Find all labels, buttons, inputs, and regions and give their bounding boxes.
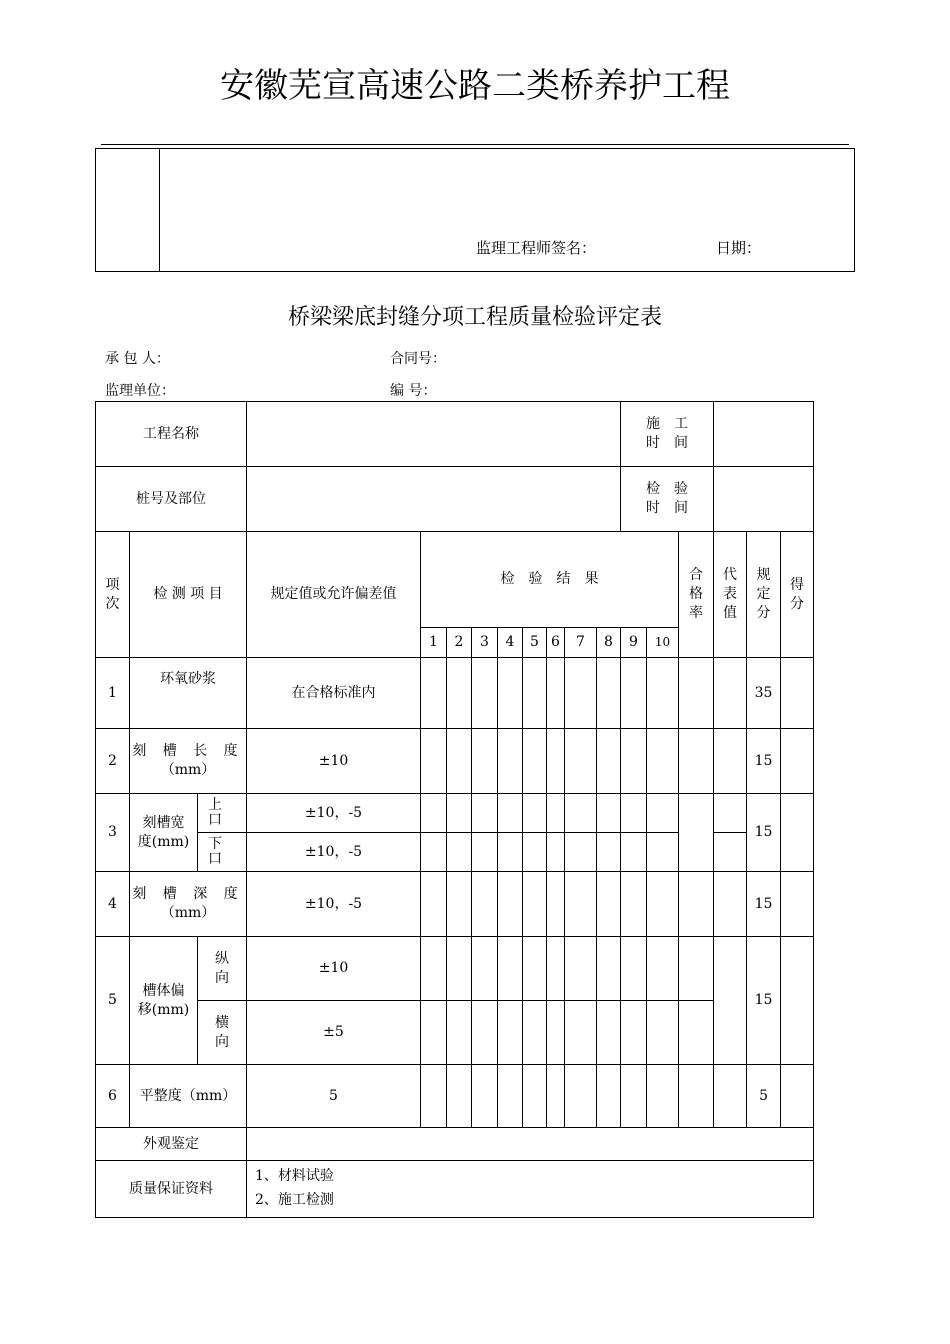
point-cell[interactable]	[547, 833, 565, 872]
header-pass-rate: 合 格 率	[679, 532, 714, 658]
point-header: 4	[498, 628, 523, 658]
score-cell[interactable]	[781, 1065, 814, 1128]
point-cell[interactable]	[472, 794, 498, 833]
spec-value: 5	[247, 1065, 421, 1128]
project-title: 安徽芜宣高速公路二类桥养护工程	[220, 66, 730, 106]
row-no: 1	[96, 658, 130, 729]
point-cell[interactable]	[498, 729, 523, 794]
point-cell[interactable]	[421, 794, 447, 833]
inspection-time-value[interactable]	[714, 467, 814, 532]
header-item-no: 项 次	[96, 532, 130, 658]
score-cell[interactable]	[781, 872, 814, 937]
appearance-value[interactable]	[247, 1128, 814, 1161]
score-cell[interactable]	[781, 937, 814, 1065]
point-cell[interactable]	[597, 872, 621, 937]
point-cell[interactable]	[472, 872, 498, 937]
point-header: 7	[565, 628, 597, 658]
point-cell[interactable]	[647, 658, 679, 729]
score-cell[interactable]	[781, 658, 814, 729]
point-cell[interactable]	[597, 1065, 621, 1128]
point-cell[interactable]	[597, 658, 621, 729]
point-header: 8	[597, 628, 621, 658]
header-spec: 规定值或允许偏差值	[247, 532, 421, 658]
point-cell[interactable]	[523, 794, 547, 833]
row-no: 6	[96, 1065, 130, 1128]
point-cell[interactable]	[523, 833, 547, 872]
pass-rate-cell[interactable]	[679, 872, 714, 937]
row-no: 2	[96, 729, 130, 794]
point-cell[interactable]	[647, 729, 679, 794]
point-cell[interactable]	[565, 794, 597, 833]
appearance-label: 外观鉴定	[96, 1128, 247, 1161]
pass-rate-cell[interactable]	[679, 658, 714, 729]
point-cell[interactable]	[472, 658, 498, 729]
point-cell[interactable]	[621, 1001, 647, 1065]
point-cell[interactable]	[565, 1065, 597, 1128]
point-cell[interactable]	[447, 937, 472, 1001]
point-cell[interactable]	[647, 872, 679, 937]
representative-value-cell[interactable]	[714, 937, 747, 1065]
sub-item-transverse: 横 向	[198, 1001, 247, 1065]
point-cell[interactable]	[421, 1065, 447, 1128]
point-cell[interactable]	[498, 937, 523, 1001]
row-no: 4	[96, 872, 130, 937]
point-cell[interactable]	[447, 1065, 472, 1128]
point-cell[interactable]	[621, 872, 647, 937]
point-cell[interactable]	[565, 833, 597, 872]
point-cell[interactable]	[547, 658, 565, 729]
sub-item-top: 上 口	[198, 794, 247, 833]
pass-rate-cell[interactable]	[679, 1065, 714, 1128]
point-cell[interactable]	[447, 1001, 472, 1065]
supervisor-unit-label: 监理单位：	[105, 383, 175, 399]
point-cell[interactable]	[447, 794, 472, 833]
point-cell[interactable]	[597, 1001, 621, 1065]
point-cell[interactable]	[647, 833, 679, 872]
spec-score: 15	[747, 937, 781, 1065]
spec-score: 5	[747, 1065, 781, 1128]
point-cell[interactable]	[647, 937, 679, 1001]
point-cell[interactable]	[565, 872, 597, 937]
point-cell[interactable]	[597, 794, 621, 833]
point-cell[interactable]	[498, 872, 523, 937]
point-cell[interactable]	[647, 1065, 679, 1128]
header-spec-score: 规 定 分	[747, 532, 781, 658]
header-representative-value: 代 表 值	[714, 532, 747, 658]
representative-value-cell[interactable]	[714, 1065, 747, 1128]
point-cell[interactable]	[498, 833, 523, 872]
point-cell[interactable]	[621, 729, 647, 794]
point-cell[interactable]	[621, 1065, 647, 1128]
point-cell[interactable]	[547, 794, 565, 833]
row-no: 5	[96, 937, 130, 1065]
project-name-value[interactable]	[247, 402, 621, 467]
point-cell[interactable]	[547, 729, 565, 794]
spec-score: 15	[747, 794, 781, 872]
point-cell[interactable]	[597, 937, 621, 1001]
pass-rate-cell[interactable]	[679, 937, 714, 1001]
point-cell[interactable]	[621, 833, 647, 872]
spec-score: 15	[747, 872, 781, 937]
point-cell[interactable]	[565, 1001, 597, 1065]
point-cell[interactable]	[421, 872, 447, 937]
inspection-table	[95, 401, 814, 1218]
point-cell[interactable]	[447, 658, 472, 729]
point-cell[interactable]	[472, 1065, 498, 1128]
header-results: 检 验 结 果	[421, 532, 679, 628]
pass-rate-cell[interactable]	[679, 1001, 714, 1065]
point-cell[interactable]	[647, 794, 679, 833]
point-cell[interactable]	[421, 1001, 447, 1065]
comment-box-divider	[159, 148, 160, 272]
spec-score: 15	[747, 729, 781, 794]
point-cell[interactable]	[498, 658, 523, 729]
spec-score: 35	[747, 658, 781, 729]
point-cell[interactable]	[498, 1001, 523, 1065]
header-row	[96, 532, 814, 628]
station-value[interactable]	[247, 467, 621, 532]
appearance-row	[96, 1128, 814, 1161]
point-cell[interactable]	[597, 833, 621, 872]
check-item: 平整度（mm）	[130, 1065, 247, 1128]
point-header: 10	[647, 628, 679, 658]
point-cell[interactable]	[597, 729, 621, 794]
point-cell[interactable]	[421, 937, 447, 1001]
point-cell[interactable]	[421, 833, 447, 872]
check-item: 槽体偏 移(mm)	[130, 937, 198, 1065]
check-item: 刻槽宽 度(mm)	[130, 794, 198, 872]
point-cell[interactable]	[565, 658, 597, 729]
engineer-signature-label: 监理工程师签名：	[476, 239, 597, 257]
spec-value: ±10	[247, 729, 421, 794]
point-cell[interactable]	[523, 1065, 547, 1128]
header-score: 得 分	[781, 532, 814, 658]
point-cell[interactable]	[447, 729, 472, 794]
point-cell[interactable]	[523, 1001, 547, 1065]
point-cell[interactable]	[447, 833, 472, 872]
date-label: 日期：	[716, 239, 762, 257]
score-cell[interactable]	[781, 794, 814, 872]
table-row	[96, 1001, 814, 1065]
title-divider	[101, 144, 849, 145]
table-row	[96, 1065, 814, 1128]
table-row	[96, 872, 814, 937]
table-row	[96, 729, 814, 794]
point-header: 3	[472, 628, 498, 658]
quality-docs-value: 1、材料试验 2、施工检测	[247, 1161, 814, 1218]
sub-item-bottom: 下 口	[198, 833, 247, 872]
point-cell[interactable]	[523, 872, 547, 937]
inspection-time-label: 检 验 时 间	[621, 467, 714, 532]
contract-no-label: 合同号：	[390, 351, 446, 367]
representative-value-cell[interactable]	[714, 872, 747, 937]
point-cell[interactable]	[447, 872, 472, 937]
spec-value: ±10，-5	[247, 833, 421, 872]
point-cell[interactable]	[421, 729, 447, 794]
spec-value: ±10，-5	[247, 872, 421, 937]
station-row	[96, 467, 814, 532]
construction-time-label: 施 工 时 间	[621, 402, 714, 467]
point-cell[interactable]	[472, 729, 498, 794]
point-cell[interactable]	[523, 937, 547, 1001]
table-row	[96, 658, 814, 729]
pass-rate-cell[interactable]	[679, 729, 714, 794]
spec-value: ±10，-5	[247, 794, 421, 833]
point-cell[interactable]	[547, 872, 565, 937]
check-item: 刻 槽 长 度 （mm）	[130, 729, 247, 794]
representative-value-cell[interactable]	[714, 729, 747, 794]
point-cell[interactable]	[472, 1001, 498, 1065]
point-cell[interactable]	[547, 1001, 565, 1065]
point-cell[interactable]	[472, 833, 498, 872]
construction-time-value[interactable]	[714, 402, 814, 467]
point-cell[interactable]	[621, 937, 647, 1001]
point-header: 1	[421, 628, 447, 658]
point-cell[interactable]	[472, 937, 498, 1001]
project-name-row	[96, 402, 814, 467]
table-row	[96, 937, 814, 1001]
header-check-item: 检 测 项 目	[130, 532, 247, 658]
spec-value: ±10	[247, 937, 421, 1001]
quality-docs-row	[96, 1161, 814, 1218]
point-cell[interactable]	[565, 937, 597, 1001]
row-no: 3	[96, 794, 130, 872]
sub-item-longitudinal: 纵 向	[198, 937, 247, 1001]
point-header: 6	[547, 628, 565, 658]
pass-rate-cell[interactable]	[679, 794, 714, 872]
check-item: 环氧砂浆	[130, 658, 247, 729]
form-title: 桥梁梁底封缝分项工程质量检验评定表	[287, 305, 662, 330]
point-cell[interactable]	[547, 1065, 565, 1128]
table-row	[96, 794, 814, 833]
point-cell[interactable]	[621, 658, 647, 729]
point-cell[interactable]	[421, 658, 447, 729]
point-header: 9	[621, 628, 647, 658]
representative-value-cell[interactable]	[714, 833, 747, 872]
spec-value: ±5	[247, 1001, 421, 1065]
point-header: 2	[447, 628, 472, 658]
point-header: 5	[523, 628, 547, 658]
station-label: 桩号及部位	[96, 467, 247, 532]
representative-value-cell[interactable]	[714, 794, 747, 833]
point-cell[interactable]	[647, 1001, 679, 1065]
point-cell[interactable]	[498, 794, 523, 833]
point-cell[interactable]	[498, 1065, 523, 1128]
representative-value-cell[interactable]	[714, 658, 747, 729]
serial-no-label: 编 号：	[390, 383, 437, 399]
spec-value: 在合格标准内	[247, 658, 421, 729]
check-item: 刻 槽 深 度 （mm）	[130, 872, 247, 937]
point-cell[interactable]	[523, 658, 547, 729]
point-cell[interactable]	[547, 937, 565, 1001]
quality-docs-label: 质量保证资料	[96, 1161, 247, 1218]
contractor-label: 承 包 人：	[105, 351, 170, 367]
point-cell[interactable]	[621, 794, 647, 833]
point-cell[interactable]	[523, 729, 547, 794]
project-name-label: 工程名称	[96, 402, 247, 467]
point-cell[interactable]	[565, 729, 597, 794]
score-cell[interactable]	[781, 729, 814, 794]
